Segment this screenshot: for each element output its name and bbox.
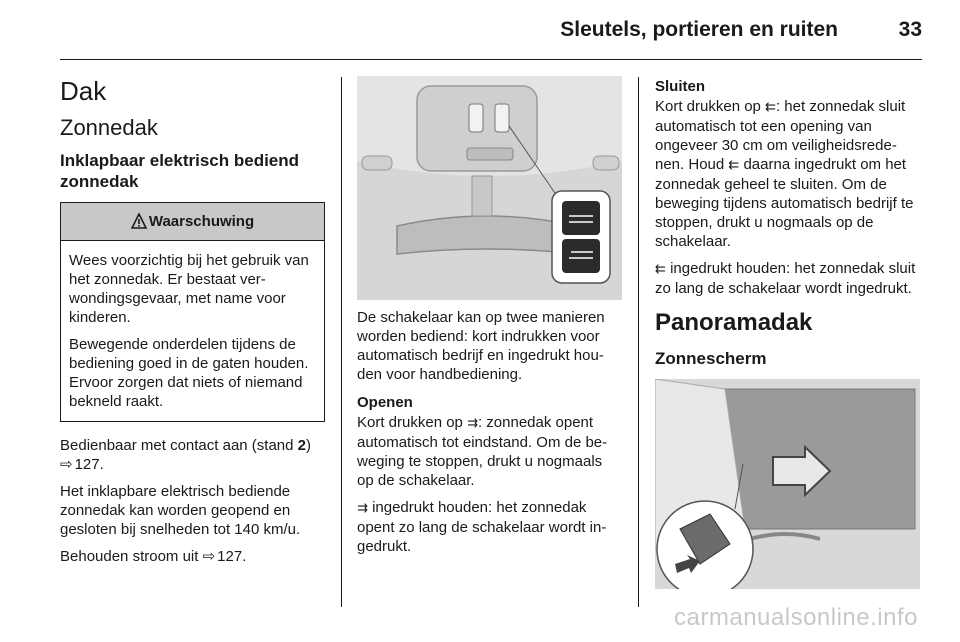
warning-body	[61, 241, 324, 421]
column-divider-1	[341, 77, 342, 607]
heading-openen: Openen	[357, 394, 413, 411]
column-1	[60, 76, 325, 574]
close-roof-icon: ⇇	[655, 262, 666, 277]
overhead-console-illustration	[357, 76, 622, 300]
warning-title: Waarschuwing	[148, 213, 255, 230]
warning-text-2: Bewegende onderdelen tijdens de bediening goed in de gaten houden. Ervoor zorgen dat niets of niemand bekneld raakt.	[69, 336, 309, 410]
watermark: carmanualsonline.info	[674, 604, 918, 631]
paragraph-behouden-stroom: Behouden stroom uit ⇨ 127.	[60, 548, 247, 565]
column-divider-2	[638, 77, 639, 607]
heading-zonnescherm: Zonnescherm	[655, 349, 767, 368]
open-roof-icon: ⇉	[467, 416, 478, 431]
warning-text-1: Wees voorzichtig bij het gebruik van het zonnedak. Er bestaat verwondingsgevaar, met name voor kinderen.	[69, 252, 309, 326]
column-2	[357, 76, 622, 564]
warning-triangle-icon	[131, 206, 147, 244]
page-reference[interactable]: 127.	[74, 456, 104, 473]
paragraph-sluiten-hold: ⇇ ingedrukt houden: het zonnedak sluit zo lang de schakelaar wordt ingedrukt.	[655, 260, 916, 297]
page-reference[interactable]: 127.	[217, 548, 247, 565]
close-roof-icon: ⇇	[765, 100, 776, 115]
heading-inklapbaar: Inklapbaar elektrisch bediend zonnedak	[60, 151, 300, 191]
heading-panoramadak: Panoramadak	[655, 309, 813, 336]
warning-header	[61, 203, 324, 241]
header-rule	[60, 59, 922, 60]
paragraph-inklapbaar: Het inklapbare elektrisch bediende zonnedak kan worden geopend en gesloten bij snelheden tot 140 km/u.	[60, 483, 301, 538]
sunshade-illustration	[655, 379, 920, 589]
paragraph-bedienbaar: Bedienbaar met contact aan (stand 2) ⇨ 127.	[60, 437, 311, 473]
paragraph-schakelaar: De schakelaar kan op twee manieren worden bediend: kort indrukken voor automatisch bedrijf en ingedrukt houden voor handbediening.	[357, 309, 605, 383]
paragraph-openen-hold: ⇉ ingedrukt houden: het zonnedak opent zo lang de schakelaar wordt ingedrukt.	[357, 499, 607, 555]
open-roof-icon: ⇉	[357, 501, 368, 516]
heading-dak: Dak	[60, 76, 107, 106]
page-header-title: Sleutels, portieren en ruiten	[560, 18, 838, 41]
reference-arrow-icon: ⇨	[202, 548, 216, 565]
column-3	[655, 76, 920, 589]
paragraph-openen: Kort drukken op ⇉: zonnedak opent automatisch tot eindstand. Om de beweging te stoppen, drukt u nogmaals op de schakelaar.	[357, 414, 608, 489]
paragraph-sluiten: Kort drukken op ⇇: het zonnedak sluit automatisch tot een opening van ongeveer 30 cm om veiligheidsredenen. Houd ⇇ daarna ingedrukt om het zonnedak geheel te sluiten. Om de beweging tijdens automatisch bedrijf te stoppen, drukt u nogmaals op de schakelaar.	[655, 98, 914, 250]
heading-sluiten: Sluiten	[655, 78, 706, 95]
page-number: 33	[898, 18, 922, 41]
warning-box	[60, 202, 325, 422]
close-roof-icon: ⇇	[728, 158, 740, 173]
reference-arrow-icon: ⇨	[60, 456, 73, 473]
heading-zonnedak: Zonnedak	[60, 115, 158, 140]
